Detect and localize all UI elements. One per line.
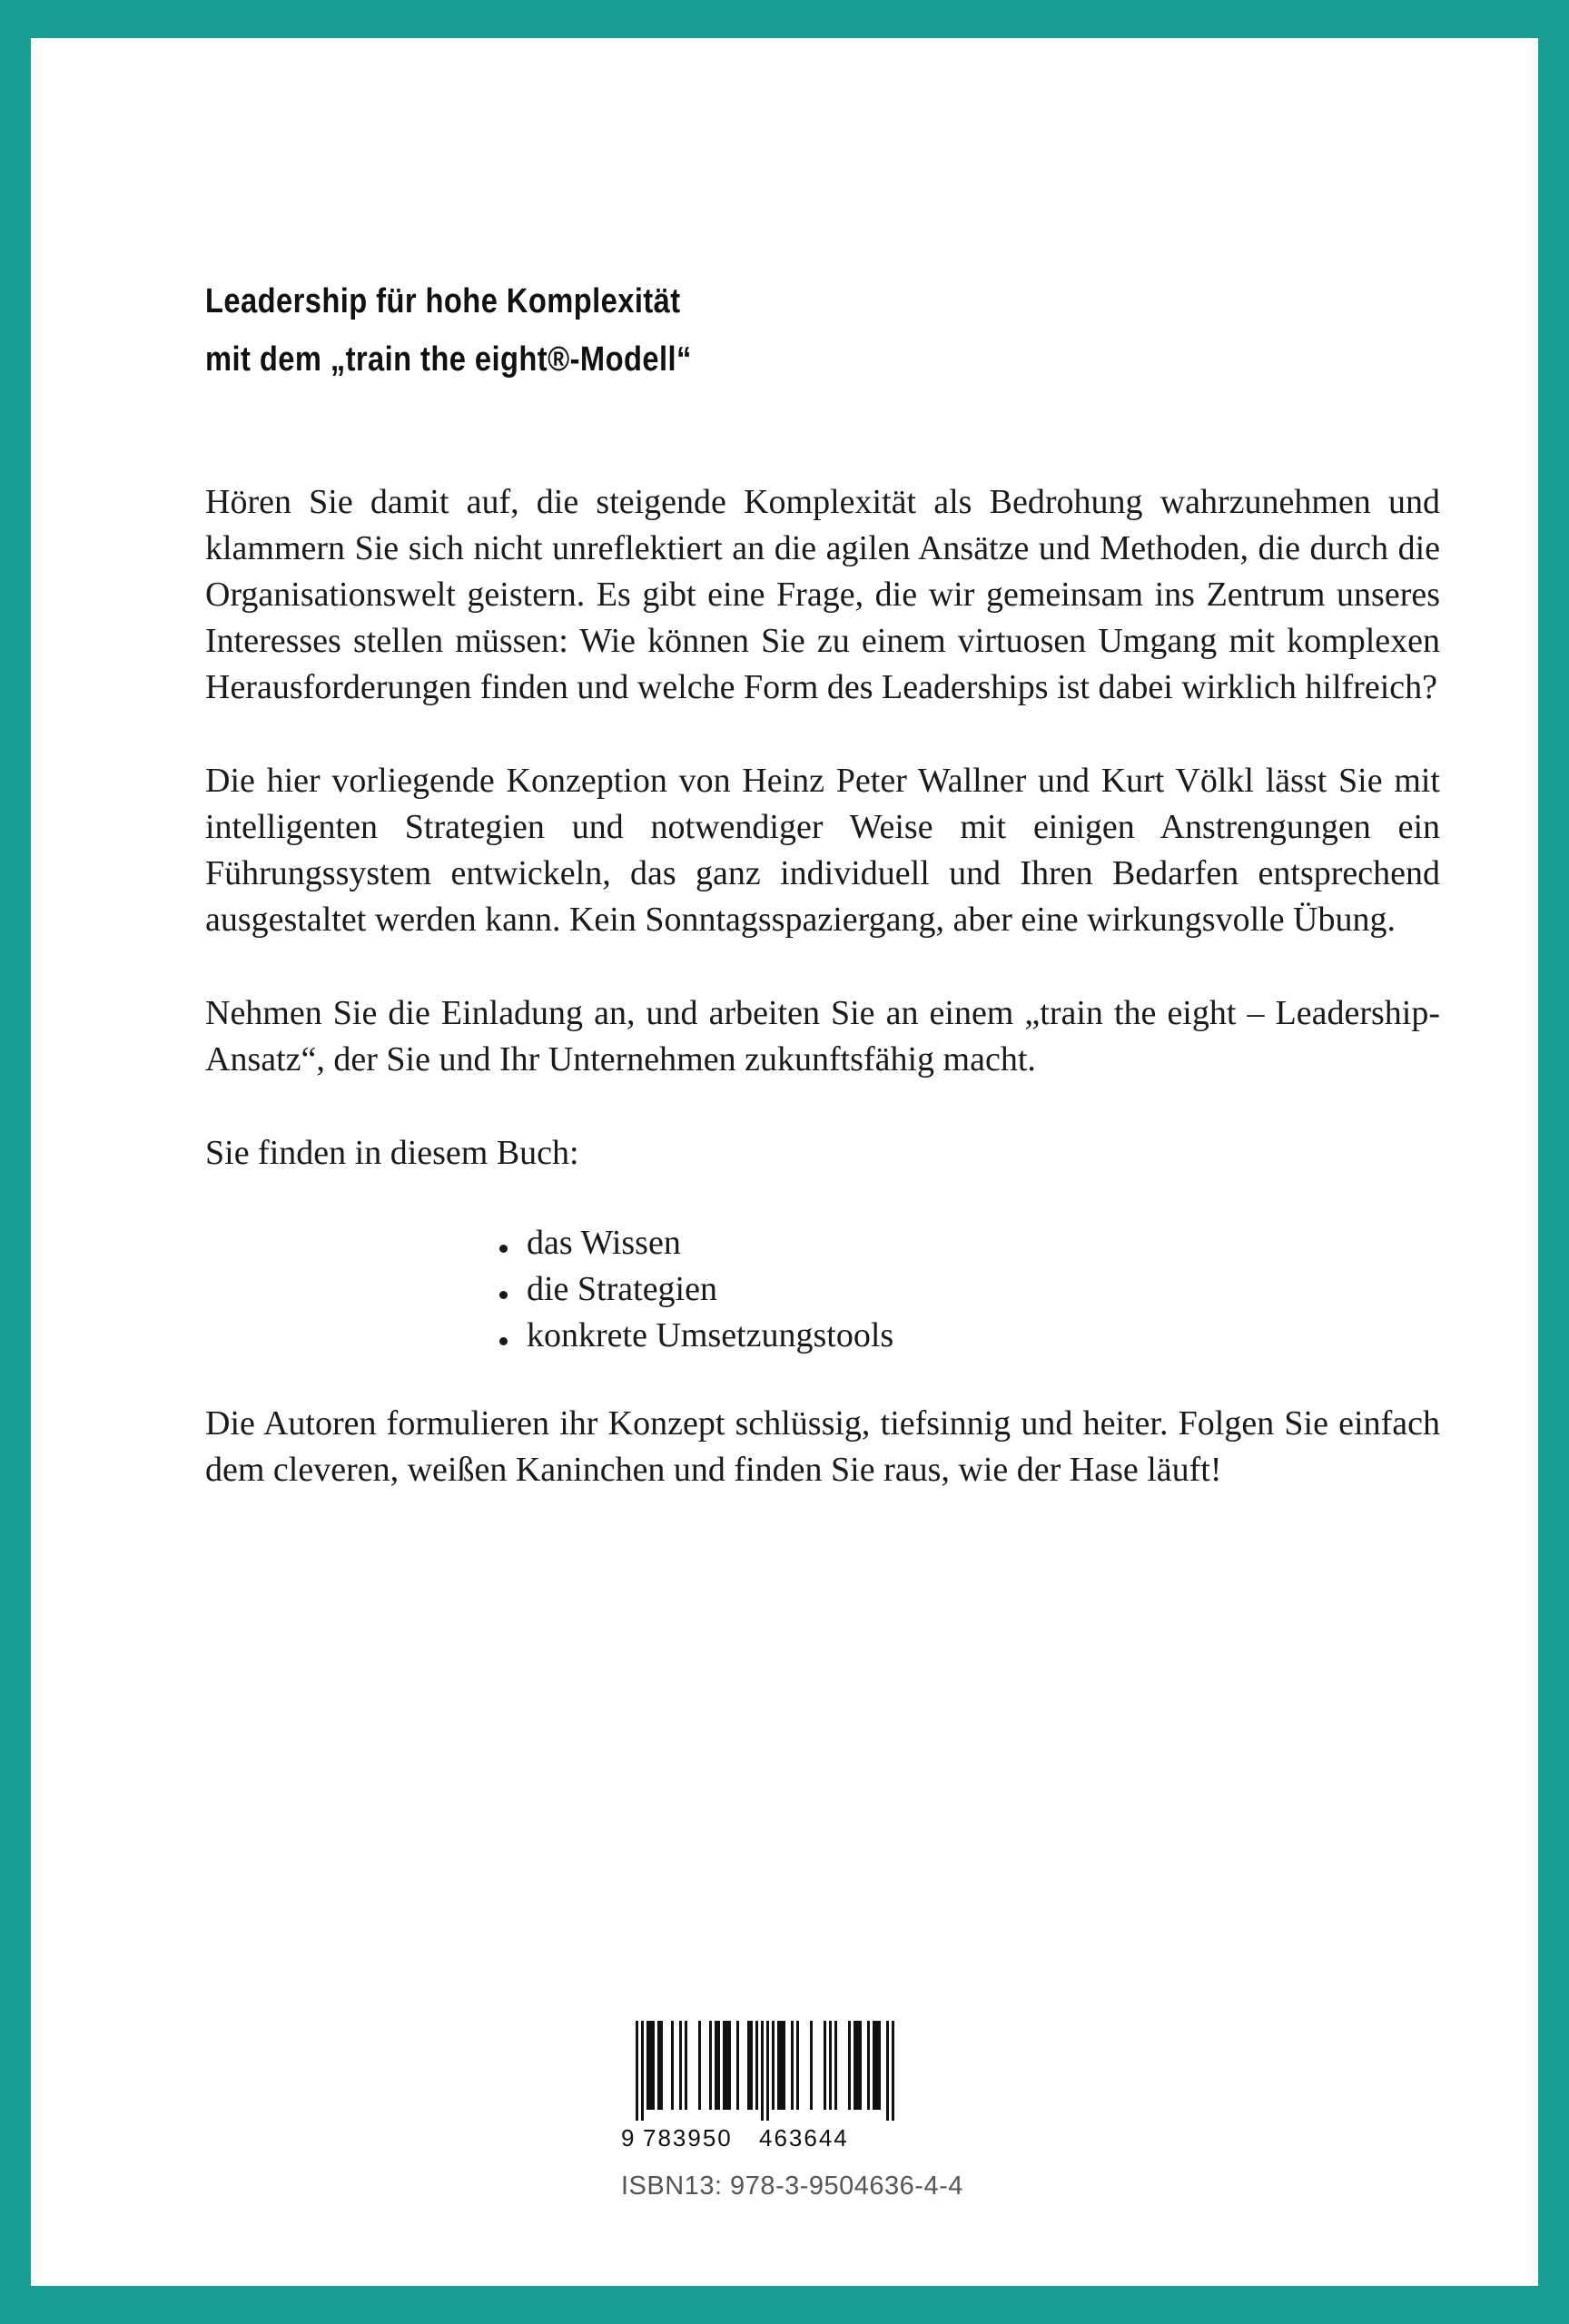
paragraph-1: Hören Sie damit auf, die steigende Komplexität als Bedrohung wahrzunehmen und klammern Sie sich nicht unreflektiert an die agilen Ansätze und Methoden, die durch die Organisationswelt geistern. Es gibt eine Frage, die wir gemeinsam ins Zentrum unseres Interesses stellen müssen: Wie können Sie zu einem virtuosen Umgang mit komplexen Herausforderungen finden und welche Form des Leaderships ist dabei wirklich hilfreich? <box>205 483 1440 706</box>
barcode-bar <box>750 2021 753 2110</box>
barcode-bar <box>783 2021 785 2110</box>
barcode-bar <box>867 2021 870 2110</box>
barcode-bar <box>772 2021 775 2110</box>
barcode-left-digits: 783950 <box>643 2124 733 2152</box>
barcode-bar <box>856 2021 859 2110</box>
isbn-text: ISBN13: 978-3-9504636-4-4 <box>621 2171 963 2201</box>
barcode-bar <box>875 2021 878 2110</box>
bullet-list <box>499 1220 1440 1359</box>
barcode-bar <box>649 2021 652 2110</box>
headline <box>205 272 692 389</box>
barcode-bar <box>878 2021 881 2110</box>
barcode-bar <box>636 2021 638 2121</box>
barcode-bar <box>886 2021 889 2121</box>
barcode-bar <box>685 2021 687 2110</box>
barcode-bar <box>717 2021 720 2110</box>
barcode-bar <box>777 2021 780 2110</box>
barcode-bar <box>715 2021 717 2110</box>
barcode-bar <box>679 2021 682 2110</box>
barcode-bar <box>736 2021 739 2110</box>
barcode-bar <box>698 2021 701 2110</box>
barcode-bar <box>641 2021 644 2121</box>
barcode-bar <box>709 2021 712 2110</box>
barcode-bar <box>829 2021 832 2110</box>
barcode-bar <box>791 2021 794 2110</box>
paragraph-3: Nehmen Sie die Einladung an, und arbeiten Sie an einem „train the eight – Leadership-Ansatz“, der Sie und Ihr Unternehmen zukunftsfähig macht. <box>205 994 1440 1078</box>
barcode-bar <box>725 2021 728 2110</box>
barcode-bar <box>723 2021 725 2110</box>
barcode-block <box>621 2021 948 2152</box>
headline-line-1: Leadership für hohe Komplexität <box>205 282 681 320</box>
barcode-bar <box>660 2021 663 2110</box>
barcode-bar <box>892 2021 894 2121</box>
barcode-bar <box>652 2021 655 2110</box>
barcode-bar <box>755 2021 758 2110</box>
paragraph-2: Die hier vorliegende Konzeption von Heinz Peter Wallner und Kurt Völkl lässt Sie mit intelligenten Strategien und notwendiger Weise mit einigen Anstrengungen ein Führungssystem entwickeln, das ganz individuell und Ihren Bedarfen entsprechend ausgestaltet werden kann. Kein Sonntagsspaziergang, aber eine wirkungsvolle Übung. <box>205 762 1440 939</box>
barcode-right-digits: 463644 <box>759 2124 849 2152</box>
barcode-bar <box>834 2021 837 2110</box>
barcode-bar <box>848 2021 851 2110</box>
barcode-bar <box>859 2021 862 2110</box>
barcode-bar <box>728 2021 731 2110</box>
barcode-bar <box>780 2021 783 2110</box>
barcode-bar <box>810 2021 813 2110</box>
barcode-bar <box>646 2021 649 2110</box>
barcode-bar <box>766 2021 769 2121</box>
headline-line-2: mit dem „train the eight®-Modell“ <box>205 340 692 379</box>
barcode-bar <box>824 2021 826 2110</box>
paragraph-4: Sie finden in diesem Buch: <box>205 1134 579 1172</box>
barcode-lead-digit: 9 <box>621 2124 635 2152</box>
barcode-bar <box>873 2021 875 2110</box>
blurb <box>205 479 1440 1541</box>
barcode-bar <box>854 2021 856 2110</box>
bullet-item: konkrete Umsetzungstools <box>499 1313 1440 1359</box>
barcode-bar <box>671 2021 674 2110</box>
bullet-item: das Wissen <box>499 1220 1440 1266</box>
bullet-item: die Strategien <box>499 1266 1440 1313</box>
paragraph-5: Die Autoren formulieren ihr Konzept schlüssig, tiefsinnig und heiter. Folgen Sie einfach dem cleveren, weißen Kaninchen und finden Sie raus, wie der Hase läuft! <box>205 1404 1440 1489</box>
barcode-bar <box>796 2021 799 2110</box>
barcode-image <box>621 2021 912 2121</box>
barcode-bar <box>657 2021 660 2110</box>
barcode-bar <box>761 2021 764 2121</box>
barcode-bar <box>747 2021 750 2110</box>
